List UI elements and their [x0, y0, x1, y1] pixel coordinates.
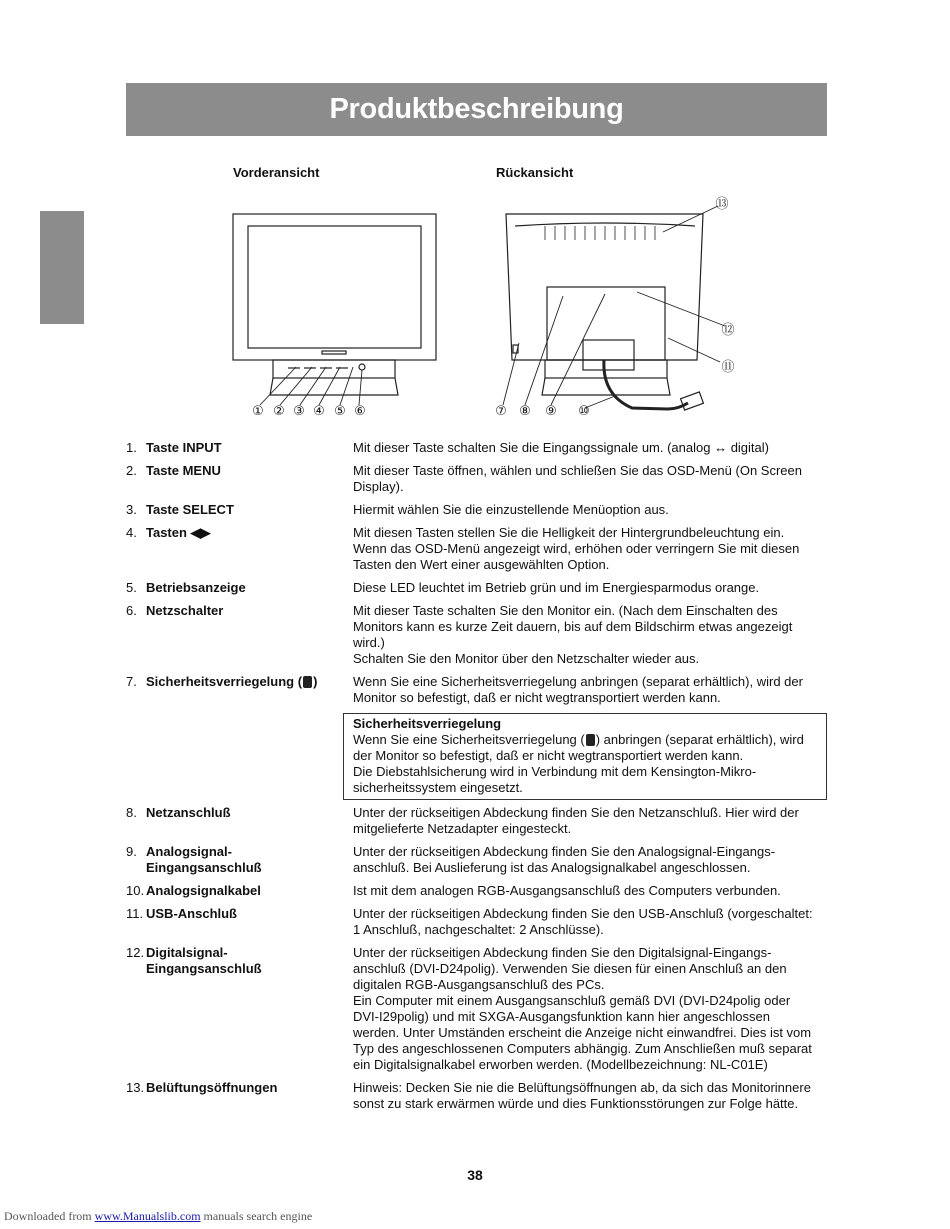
- rear-view-label: Rückansicht: [496, 165, 574, 180]
- item-number: 9.: [126, 844, 137, 859]
- callout-10: ⑩: [578, 404, 590, 419]
- page-title: Produktbeschreibung: [329, 93, 624, 125]
- rear-cable-clip: [583, 340, 634, 370]
- front-monitor-bezel: [233, 214, 436, 360]
- list-item: [126, 502, 831, 518]
- callout-9: ⑨: [545, 404, 557, 419]
- item-number: 2.: [126, 463, 137, 478]
- note-text: [353, 732, 817, 796]
- list-item: [126, 580, 831, 596]
- front-monitor-screen: [248, 226, 421, 348]
- item-term: Netzschalter: [146, 603, 224, 618]
- language-side-tab: [40, 211, 84, 324]
- item-description: Mit dieser Taste öffnen, wählen und schließen Sie das OSD-Menü (On Screen Display).: [353, 463, 802, 494]
- callout-5: ⑤: [334, 404, 346, 419]
- list-item: [126, 440, 831, 456]
- callout-12: ⑫: [721, 323, 735, 338]
- item-term: Analogsignalkabel: [146, 883, 261, 898]
- footer-prefix: Downloaded from: [4, 1209, 95, 1223]
- item-term: [146, 674, 351, 690]
- kensington-lock-icon: [303, 676, 312, 688]
- front-stand-base: [270, 378, 398, 395]
- callout-6: ⑥: [354, 404, 366, 419]
- rear-top-curve: [515, 223, 695, 226]
- note-text-start: Wenn Sie eine Sicherheitsverriegelung (: [353, 732, 585, 747]
- item-term: Taste MENU: [146, 463, 221, 478]
- item-term: Analogsignal- Eingangsanschluß: [146, 844, 262, 875]
- item-term: Netzanschluß: [146, 805, 231, 820]
- item-description: Unter der rückseitigen Abdeckung finden Sie den USB-Anschluß (vorgeschaltet: 1 Anschluß, nachgeschaltet: 2 Anschlüsse).: [353, 906, 813, 937]
- item-number: 4.: [126, 525, 137, 540]
- component-list: [126, 440, 831, 1119]
- page-title-band: [126, 83, 827, 136]
- download-footer: [4, 1209, 312, 1224]
- item-term: Tasten ◀▶: [146, 525, 211, 540]
- item-term: Belüftungsöffnungen: [146, 1080, 278, 1095]
- cable-connector: [681, 392, 704, 410]
- term-text-end: ): [313, 674, 318, 689]
- item-number: 7.: [126, 674, 137, 689]
- front-view-label: Vorderansicht: [233, 165, 320, 180]
- term-text: Sicherheitsverriegelung (: [146, 674, 303, 689]
- manualslib-link[interactable]: www.Manualslib.com: [94, 1209, 201, 1223]
- callout-8: ⑧: [519, 404, 531, 419]
- item-number: 8.: [126, 805, 137, 820]
- item-description: Mit diesen Tasten stellen Sie die Helligkeit der Hintergrundbeleuchtung ein. Wenn das OSD-Menü angezeigt wird, erhöhen oder verringern Sie mit diesen Tasten den Wert einer ausgewählten Option.: [353, 525, 800, 572]
- front-stand-neck: [273, 360, 395, 378]
- front-logo: [322, 351, 346, 354]
- analog-cable: [604, 360, 688, 409]
- item-description: Unter der rückseitigen Abdeckung finden Sie den Analogsignal-Eingangs- anschluß. Bei Auslieferung ist das Analogsignalkabel angeschlossen.: [353, 844, 776, 875]
- list-item: [126, 805, 831, 837]
- callout-13: ⑬: [715, 197, 729, 212]
- item-number: 10.: [126, 883, 145, 898]
- list-item: [126, 883, 831, 899]
- item-number: 3.: [126, 502, 137, 517]
- item-term: Digitalsignal- Eingangsanschluß: [146, 945, 262, 976]
- item-number: 11.: [126, 906, 144, 921]
- list-item: [126, 525, 831, 573]
- footer-suffix: manuals search engine: [200, 1209, 313, 1223]
- monitor-diagram: [200, 190, 760, 425]
- page-number: 38: [467, 1167, 483, 1183]
- item-term: Taste INPUT: [146, 440, 222, 455]
- security-note-box: [343, 713, 827, 800]
- list-item: [126, 906, 831, 938]
- item-number: 6.: [126, 603, 137, 618]
- item-description: Wenn Sie eine Sicherheitsverriegelung anbringen (separat erhältlich), wird der Monitor so befestigt, daß er nicht wegtransportiert werden kann.: [353, 674, 803, 705]
- item-number: 13.: [126, 1080, 145, 1095]
- item-term: Betriebsanzeige: [146, 580, 246, 595]
- item-number: 1.: [126, 440, 137, 455]
- callout-7: ⑦: [495, 404, 507, 419]
- item-description: Hiermit wählen Sie die einzustellende Menüoption aus.: [353, 502, 669, 517]
- item-description: Ist mit dem analogen RGB-Ausgangsanschluß des Computers verbunden.: [353, 883, 781, 898]
- note-text-end: ) anbringen (separat erhältlich), wird der Monitor so befestigt, daß er nicht wegtransportiert werden kann. Die Diebstahlsicherung wird in Verbindung mit dem Kensington-Mikro- sicherheitssystem eingesetzt.: [353, 732, 804, 795]
- list-item: [126, 463, 831, 495]
- callout-3: ③: [293, 404, 305, 419]
- callout-1: ①: [252, 404, 264, 419]
- list-item: [126, 844, 831, 876]
- item-description: Mit dieser Taste schalten Sie den Monitor ein. (Nach dem Einschalten des Monitors kann es kurze Zeit dauern, bis auf dem Bildschirm etwas angezeigt wird.) Schalten Sie den Monitor über den Netzschalter wieder aus.: [353, 603, 793, 666]
- item-description: Diese LED leuchtet im Betrieb grün und im Energiesparmodus orange.: [353, 580, 760, 595]
- rear-cover: [547, 287, 665, 360]
- callout-2: ②: [273, 404, 285, 419]
- list-item: [126, 603, 831, 667]
- item-number: 5.: [126, 580, 137, 595]
- list-item: [126, 1080, 831, 1112]
- item-number: 12.: [126, 945, 145, 960]
- item-description: Unter der rückseitigen Abdeckung finden Sie den Netzanschluß. Hier wird der mitgelieferte Netzadapter eingesteckt.: [353, 805, 799, 836]
- list-item: [126, 674, 831, 706]
- item-description: Mit dieser Taste schalten Sie die Eingangssignale um. (analog ↔ digital): [353, 440, 769, 455]
- kensington-lock-icon: [586, 734, 595, 746]
- note-title: Sicherheitsverriegelung: [353, 716, 502, 731]
- item-description: Unter der rückseitigen Abdeckung finden Sie den Digitalsignal-Eingangs- anschluß (DVI-D24polig). Verwenden Sie diesen für einen Anschluß an den digitalen RGB-Ausgangsanschluß des PCs. Ein Computer mit einem Ausgangsanschluß gemäß DVI (DVI-D24polig oder DVI-I29polig) und mit SXGA-Ausgangsfunktion kann hier angeschlossen werden. Unter Umständen erscheint die Anzeige nicht einwandfrei. Dies ist vom Typ des angeschlossenen Computers abhängig. Zum Anschließen muß separat ein Digitalsignalkabel erworben werden. (Modellbezeichnung: NL-C01E): [353, 945, 812, 1072]
- item-term: USB-Anschluß: [146, 906, 237, 921]
- callout-4: ④: [313, 404, 325, 419]
- item-term: Taste SELECT: [146, 502, 234, 517]
- list-item: [126, 945, 831, 1073]
- item-description: Hinweis: Decken Sie nie die Belüftungsöffnungen ab, da sich das Monitorinnere sonst zu stark erwärmen würde und dies Funktionsstörungen zur Folge hätte.: [353, 1080, 811, 1111]
- callout-11: ⑪: [721, 360, 735, 375]
